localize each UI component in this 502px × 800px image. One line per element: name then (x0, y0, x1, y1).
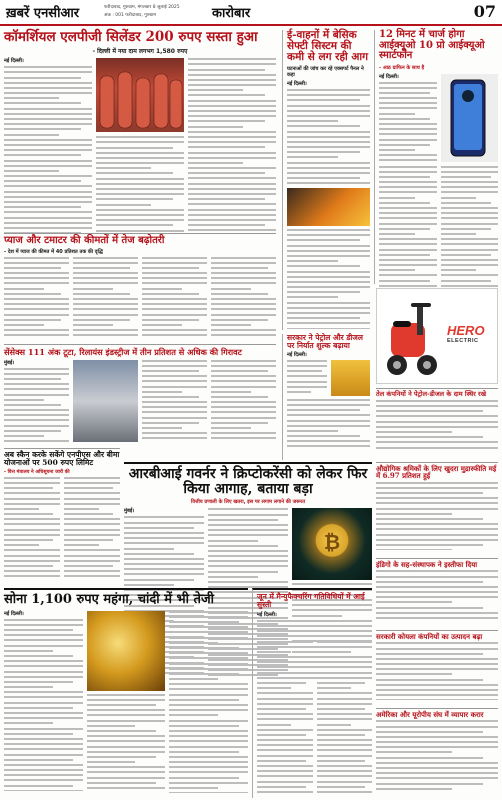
fuel-pump-photo (331, 360, 371, 396)
masthead-info-1: फरीदाबाद, गुरुग्राम, मंगलवार 8 जुलाई 2025 (104, 5, 180, 10)
subhead: - देश में प्याज की कीमत में 40 प्रतिशत तक की वृद्धि (4, 248, 103, 255)
dateline: नई दिल्ली। (287, 351, 307, 358)
headline: सरकारी कोयला कंपनियों का उत्पादन बढ़ा (376, 632, 483, 641)
dateline: नई दिल्ली। (257, 611, 277, 618)
gold-jewellery-photo (87, 611, 166, 691)
dateline: नई दिल्ली। (287, 81, 307, 88)
subhead: वित्तीय प्रणाली के लिए खतरा, इस पर लगाम लगाने की जरूरत (190, 499, 306, 506)
dateline: नई दिल्ली। (379, 73, 399, 80)
story-sensex (4, 344, 276, 444)
headline: अब स्कैन करके सकेंगे एनपीएस और बीमा योजनाओं पर 500 रुपए लिमिट (4, 450, 120, 467)
headline: जून में मैन्युफैक्चरिंग गतिविधियों में आई सुस्ती (257, 592, 365, 609)
lpg-cylinders-photo (96, 58, 184, 132)
dateline: नई दिल्ली। (4, 58, 24, 65)
headline: औद्योगिक श्रमिकों के लिए खुदरा मुद्रास्फीति मई में 6.97 प्रतिशत हुई (376, 464, 497, 481)
story-fuel-rates (376, 388, 498, 460)
story-ev (282, 30, 370, 330)
hero-brand: HERO (447, 323, 485, 338)
headline: तेल कंपनियों ने पेट्रोल-डीजल के दाम स्थिर रखे (376, 390, 487, 398)
scooter-image (381, 295, 443, 379)
masthead (0, 0, 502, 26)
subhead: घटनाओं की जांच कर रहे एक्सपर्ट पैनल ने कहा (287, 66, 364, 79)
bitcoin-photo (292, 508, 372, 580)
headline: 12 मिनट में चार्ज होगा आईक्यूओ 10 प्रो आईक्यूओ स्मार्टफोन (379, 29, 485, 61)
headline: सेंसेक्स 111 अंक टूटा, रिलायंस इंडस्ट्रीज में तीन प्रतिशत से अधिक की गिरावट (4, 347, 242, 357)
stock-exchange-photo (73, 360, 138, 442)
story-gold (4, 588, 248, 798)
masthead-info-2: अंक : 001 फरीदाबाद, गुरुग्राम (104, 13, 156, 18)
smartphone-photo (441, 74, 499, 162)
story-pm (376, 708, 498, 798)
headline: ई-वाहनों में बेसिक सेफ्टी सिस्टम की कमी से लग रही आग (287, 29, 369, 64)
dateline: मुंबई। (124, 508, 135, 515)
dateline: मुंबई। (4, 359, 15, 366)
hero-logo (447, 323, 493, 344)
subhead: - आठ ग्राफिन के साथ है (379, 64, 425, 71)
subhead: - वित्त मंत्रालय ने अधिसूचना जारी की (4, 469, 70, 475)
headline: आरबीआई गवर्नर ने क्रिप्टोकरेंसी को लेकर फिर किया आगाह, बताया बड़ा (128, 466, 368, 497)
hero-tagline: ELECTRIC (447, 338, 479, 344)
story-indigo (376, 558, 498, 628)
story-petrol (282, 334, 370, 460)
dateline: नई दिल्ली। (4, 610, 24, 617)
story-onion (4, 233, 276, 341)
headline: अमेरिका और यूरोपीय संघ में व्यापार करार (376, 710, 484, 719)
headline: प्याज और टमाटर की कीमतों में तेज बढ़ोतरी (4, 235, 165, 246)
story-manufacturing (252, 588, 372, 798)
story-gdp (376, 462, 498, 556)
ad-hero-electric[interactable] (376, 288, 498, 384)
headline: इंडिगो के सह-संस्थापक ने इस्तीफा दिया (376, 560, 478, 569)
headline: कॉमर्शियल एलपीजी सिलेंडर 200 रुपए सस्ता हुआ (4, 29, 258, 45)
headline: सरकार ने पेट्रोल और डीजल पर निर्यात शुल्क बढ़ाया (287, 333, 363, 350)
ev-fire-photo (287, 188, 370, 226)
bitcoin-icon: ₿ (323, 530, 341, 555)
headline: सोना 1,100 रुपए महंगा, चांदी में भी तेजी (4, 592, 214, 607)
logo: ख़बरें एनसीआर (6, 6, 80, 21)
page-number: 07 (473, 2, 496, 21)
section-title: कारोबार (212, 6, 251, 21)
story-rbi (124, 462, 372, 582)
subhead: - दिल्ली में नया दाम लगभग 1,580 रुपए (92, 48, 188, 56)
story-iqoo (374, 30, 498, 284)
story-coal (376, 630, 498, 706)
story-insurance (4, 448, 120, 588)
